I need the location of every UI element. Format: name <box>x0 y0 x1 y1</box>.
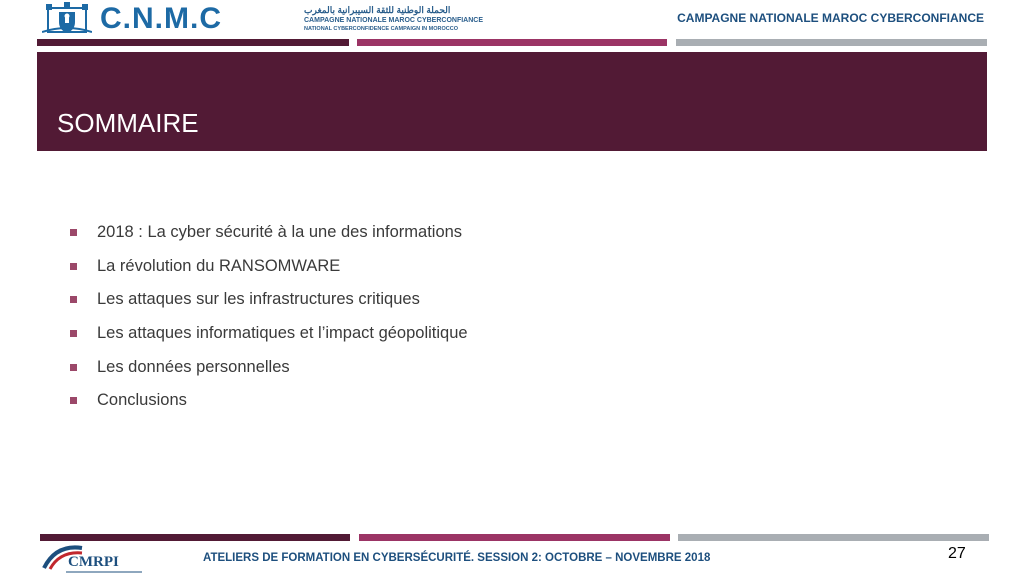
header-stripe-maroon <box>37 39 349 46</box>
square-bullet-icon <box>70 397 77 404</box>
square-bullet-icon <box>70 296 77 303</box>
logo-french-text: CAMPAGNE NATIONALE MAROC CYBERCONFIANCE <box>304 17 484 24</box>
cmrpi-logo <box>42 542 144 574</box>
page-number: 27 <box>948 545 966 562</box>
list-item-text: Les attaques sur les infrastructures critiques <box>97 290 420 309</box>
header-stripe-gray <box>676 39 987 46</box>
agenda-list <box>70 216 468 418</box>
cmrpi-logo-text: CMRPI <box>68 554 119 570</box>
footer-stripe-maroon <box>40 534 350 541</box>
logo-wordmark: C.N.M.C <box>100 2 222 35</box>
square-bullet-icon <box>70 229 77 236</box>
cnmc-logo <box>42 2 484 36</box>
square-bullet-icon <box>70 364 77 371</box>
square-bullet-icon <box>70 263 77 270</box>
page-title: SOMMAIRE <box>57 108 199 138</box>
list-item-text: Conclusions <box>97 391 187 410</box>
header-stripe-magenta <box>357 39 667 46</box>
list-item-text: Les données personnelles <box>97 357 290 376</box>
list-item-text: Les attaques informatiques et l’impact géopolitique <box>97 324 468 343</box>
castle-shield-icon <box>42 2 92 36</box>
list-item <box>70 250 468 284</box>
footer-stripe-gray <box>678 534 989 541</box>
campaign-title: CAMPAGNE NATIONALE MAROC CYBERCONFIANCE <box>677 11 984 25</box>
list-item-text: 2018 : La cyber sécurité à la une des informations <box>97 223 463 242</box>
footer-session-text: ATELIERS DE FORMATION EN CYBERSÉCURITÉ. SESSION 2: OCTOBRE – NOVEMBRE 2018 <box>203 552 711 564</box>
list-item <box>70 384 468 418</box>
list-item <box>70 216 468 250</box>
logo-arabic-text: الحملة الوطنية للثقة السيبرانية بالمغرب <box>304 5 451 15</box>
list-item-text: La révolution du RANSOMWARE <box>97 256 341 275</box>
logo-english-text: NATIONAL CYBERCONFIDENCE CAMPAIGN IN MOROCCO <box>304 26 458 32</box>
square-bullet-icon <box>70 330 77 337</box>
list-item <box>70 317 468 351</box>
list-item <box>70 283 468 317</box>
footer-stripe-magenta <box>359 534 670 541</box>
list-item <box>70 350 468 384</box>
